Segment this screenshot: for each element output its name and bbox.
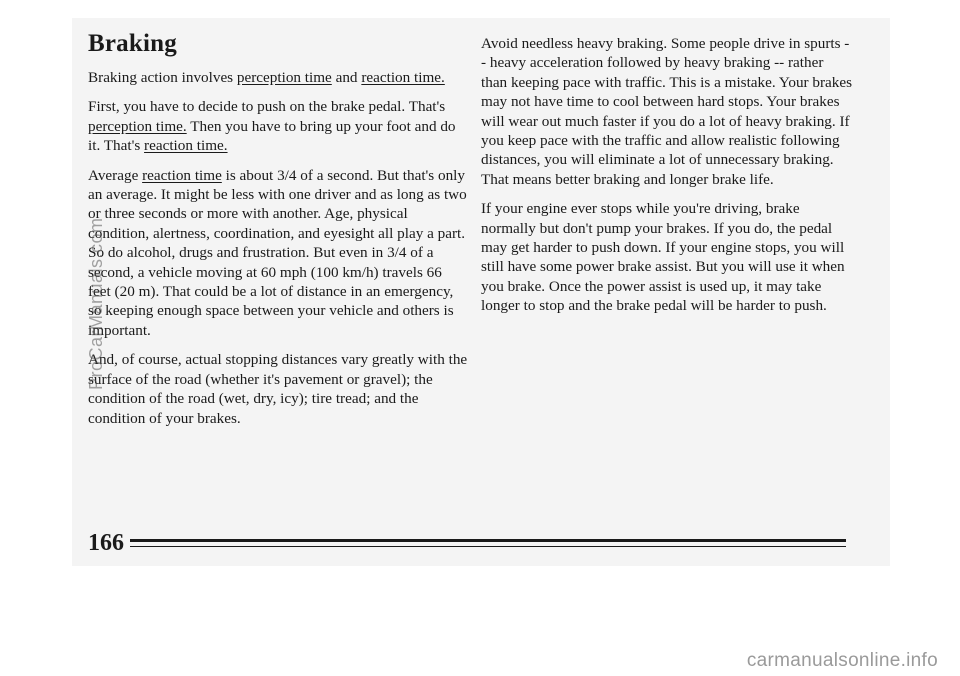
footer-rule-thin xyxy=(130,546,846,547)
term-reaction-time: reaction time. xyxy=(144,137,228,155)
left-column xyxy=(88,68,468,438)
footer-rule-thick xyxy=(130,539,846,542)
paragraph-first: First, you have to decide to push on the brake pedal. That's perception time. Then you have to bring up your foot and do it. That's reaction time. xyxy=(88,98,456,155)
term-perception-time: perception time. xyxy=(88,117,187,135)
page-number: 166 xyxy=(88,530,124,556)
paragraph-average: Average reaction time is about 3/4 of a second. But that's only an average. It might be less with one driver and as long as two or three seconds or more with another. Age, physical condition, alertness, coordination, and eyesight all play a part. So do alcohol, drugs and frustration. But even in 3/4 of a second, a vehicle moving at 60 mph (100 km/h) travels 66 feet (20 m). That could be a lot of distance in an emergency, so keeping enough space between your vehicle and others is important. xyxy=(88,166,467,339)
term-reaction-time: reaction time xyxy=(142,166,222,184)
side-watermark: ProCarManuals.com xyxy=(86,217,106,390)
bottom-watermark: carmanualsonline.info xyxy=(746,650,938,671)
paragraph-intro: Braking action involves perception time and reaction time. xyxy=(88,69,445,86)
term-reaction-time: reaction time. xyxy=(361,69,445,86)
paragraph-stopping-distances: And, of course, actual stopping distances vary greatly with the surface of the road (whether it's pavement or gravel); the condition of the road (wet, dry, icy); tire tread; and the condition of your brakes. xyxy=(88,351,468,427)
term-perception-time: perception time xyxy=(236,69,332,86)
section-heading: Braking xyxy=(88,30,177,57)
right-column xyxy=(481,34,853,326)
paragraph-needless-braking: Avoid needless heavy braking. Some people drive in spurts -- heavy acceleration followed by heavy braking -- rather than keeping pace with traffic. This is a mistake. Your brakes may not have time to cool between hard stops. Your brakes will wear out much faster if you do a lot of heavy braking. If you keep pace with the traffic and allow realistic following distances, you will eliminate a lot of unnecessary braking. That means better braking and longer brake life. xyxy=(481,35,853,188)
paragraph-engine-stops: If your engine ever stops while you're driving, brake normally but don't pump your brakes. If you do, the pedal may get harder to push down. If your engine stops, you will still have some power brake assist. But you will use it when you brake. Once the power assist is used up, it may take longer to stop and the brake pedal will be harder to push. xyxy=(481,200,845,315)
